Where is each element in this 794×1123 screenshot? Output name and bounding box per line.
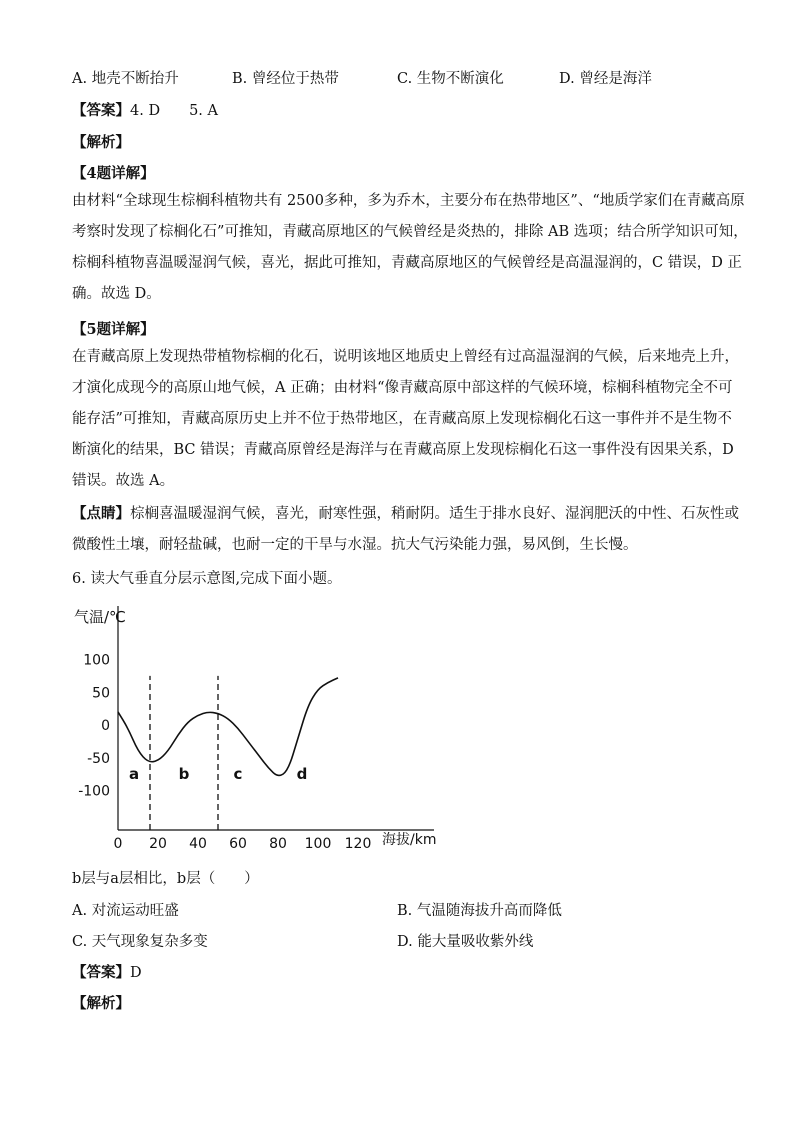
q5-detail-line: 在青藏高原上发现热带植物棕榈的化石，说明该地区地质史上曾经有过高温湿润的气候，后来地壳上升， (72, 349, 739, 365)
q6-question: b层与a层相比，b层（ ） (72, 871, 259, 887)
q6-option-c: C. 天气现象复杂多变 (72, 934, 208, 950)
tip-line (72, 498, 739, 530)
layer-label: d (296, 765, 308, 784)
answer-6 (72, 961, 722, 982)
tip-tag: 【点睛】 (72, 505, 130, 522)
q5-detail-line: 断演化的结果，BC 错误；青藏高原曾经是海洋与在青藏高原上发现棕榈化石这一事件没有因果关系，D (72, 442, 734, 458)
answer-45 (72, 99, 722, 120)
chart-axes (74, 606, 436, 848)
y-tick-label: -50 (87, 750, 110, 767)
q6-stem: 6. 读大气垂直分层示意图,完成下面小题。 (72, 571, 342, 587)
layer-label: c (233, 765, 243, 784)
x-tick-label: 120 (344, 836, 372, 852)
chart-boundaries (150, 676, 218, 830)
tip-paragraph (72, 498, 739, 561)
y-axis-label: 气温/℃ (74, 608, 126, 626)
q4-detail-paragraph (72, 186, 748, 310)
q5-detail-line: 才演化成现今的高原山地气候，A 正确；由材料“像青藏高原中部这样的气候环境，棕榈科植物完全不可 (72, 380, 733, 396)
q5-option-a: A. 地壳不断抬升 (72, 71, 179, 87)
q5-option-d: D. 曾经是海洋 (559, 71, 652, 87)
x-tick-label: 20 (149, 836, 167, 852)
answer-text: 4. D 5. A (130, 103, 218, 119)
q6-option-a: A. 对流运动旺盛 (72, 903, 179, 919)
chart-curve (118, 678, 338, 776)
y-tick-label: 50 (92, 685, 110, 702)
tip-line: 微酸性土壤，耐轻盐碱，也耐一定的干旱与水湿。抗大气污染能力强，易风倒，生长慢。 (72, 537, 638, 553)
q5-option-c: C. 生物不断演化 (397, 71, 504, 87)
q4-detail-line: 确。故选 D。 (72, 286, 161, 302)
q5-detail-tag: 【5题详解】 (72, 321, 155, 338)
y-tick-label: 100 (83, 652, 110, 669)
q5-detail-line: 错误。故选 A。 (72, 473, 175, 489)
tip-text: 棕榈喜温暖湿润气候，喜光，耐寒性强，稍耐阴。适生于排水良好、湿润肥沃的中性、石灰性或 (130, 506, 739, 522)
x-tick-label: 100 (304, 836, 332, 852)
x-tick-label: 80 (269, 836, 287, 852)
q4-detail-line: 考察时发现了棕榈化石”可推知，青藏高原地区的气候曾经是炎热的，排除 AB 选项；结合所学知识可知， (72, 224, 748, 240)
q5-detail-paragraph (72, 342, 739, 497)
x-tick-label: 0 (113, 836, 123, 852)
q4-detail-line: 棕榈科植物喜温暖湿润气候，喜光，据此可推知，青藏高原地区的气候曾经是高温湿润的，C 错误，D 正 (72, 255, 742, 271)
x-tick-label: 40 (189, 836, 207, 852)
atmosphere-layer-chart (62, 598, 442, 853)
x-axis-label: 海拔/km (382, 832, 437, 848)
y-tick-label: 0 (101, 718, 110, 734)
q5-detail-line: 能存活”可推知，青藏高原历史上并不位于热带地区，在青藏高原上发现棕榈化石这一事件并不是生物不 (72, 411, 732, 427)
q4-detail-line: 由材料“全球现生棕榈科植物共有 2500多种，多为乔木，主要分布在热带地区”、“地质学家们在青藏高原 (72, 193, 745, 209)
layer-label: a (128, 765, 140, 784)
answer-tag: 【答案】 (72, 102, 130, 119)
answer-6-text: D (130, 965, 142, 981)
q4-detail-tag: 【4题详解】 (72, 165, 155, 182)
y-tick-label: -100 (78, 783, 110, 800)
analysis-tag: 【解析】 (72, 134, 130, 151)
analysis-tag-2: 【解析】 (72, 995, 130, 1012)
q6-option-d: D. 能大量吸收紫外线 (397, 934, 534, 950)
layer-label: b (178, 765, 190, 784)
x-tick-label: 60 (229, 836, 247, 852)
answer-6-tag: 【答案】 (72, 964, 130, 981)
q5-option-b: B. 曾经位于热带 (232, 71, 339, 87)
q6-option-b: B. 气温随海拔升高而降低 (397, 903, 562, 919)
temperature-curve (118, 678, 338, 776)
